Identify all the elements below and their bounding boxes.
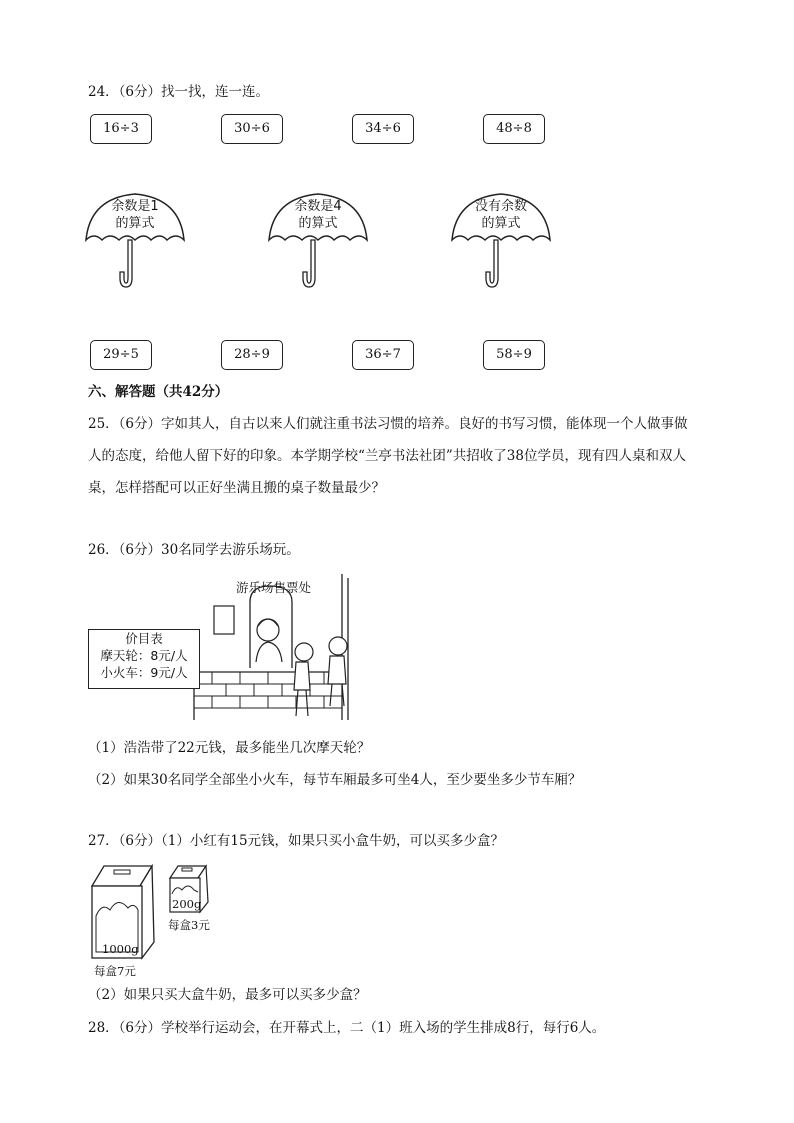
ticket-booth-illustration: [192, 572, 352, 720]
section-title: 六、解答题（共42分）: [88, 384, 229, 400]
price-row-ferris-wheel: 摩天轮：8元/人: [100, 648, 188, 663]
umbrella-label-line2: 的算式: [481, 216, 521, 231]
booth-sign: 游乐场售票处: [236, 580, 312, 595]
q28-title: 28．（6分）学校举行运动会，在开幕式上，二（1）班入场的学生排成8行，每行6人。: [88, 1020, 606, 1036]
expression-box-29div5[interactable]: 29÷5: [90, 340, 152, 370]
expression-box-36div7[interactable]: 36÷7: [352, 340, 414, 370]
expression-box-16div3[interactable]: 16÷3: [90, 114, 152, 144]
umbrella-label-line1: 没有余数: [474, 199, 527, 214]
q26-subquestion-2: （2）如果30名同学全部坐小火车，每节车厢最多可坐4人，至少要坐多少节车厢？: [88, 772, 582, 788]
expression-box-28div9[interactable]: 28÷9: [221, 340, 283, 370]
umbrella-remainder-1[interactable]: [84, 190, 186, 292]
small-carton-weight: 200g: [172, 897, 202, 911]
price-row-train: 小火车：9元/人: [100, 665, 188, 680]
umbrella-no-remainder[interactable]: [450, 190, 552, 292]
q26-subquestion-1: （1）浩浩带了22元钱，最多能坐几次摩天轮？: [88, 740, 371, 756]
expression-box-34div6[interactable]: 34÷6: [352, 114, 414, 144]
umbrella-remainder-4[interactable]: [267, 190, 369, 292]
umbrella-label-line1: 余数是4: [294, 199, 342, 214]
small-milk-carton: [166, 862, 212, 914]
q27-title: 27．（6分）（1）小红有15元钱，如果只买小盒牛奶，可以买多少盒？: [88, 833, 505, 849]
q24-title: 24．（6分）找一找，连一连。: [88, 84, 270, 100]
q25-text-line2: 人的态度，给他人留下好的印象。本学期学校“兰亭书法社团”共招收了38位学员，现有四人桌和双人: [88, 448, 686, 464]
expression-box-58div9[interactable]: 58÷9: [483, 340, 545, 370]
expression-box-48div8[interactable]: 48÷8: [483, 114, 545, 144]
big-milk-carton: [88, 862, 158, 960]
big-carton-price: 每盒7元: [94, 964, 136, 978]
q26-title: 26．（6分）30名同学去游乐场玩。: [88, 542, 300, 558]
price-table: [88, 629, 200, 689]
umbrella-label-line1: 余数是1: [111, 199, 159, 214]
q25-text-line3: 桌，怎样搭配可以正好坐满且搬的桌子数量最少？: [88, 480, 385, 496]
umbrella-label-line2: 的算式: [298, 216, 338, 231]
small-carton-price: 每盒3元: [168, 918, 210, 932]
q27-subquestion-2: （2）如果只买大盒牛奶，最多可以买多少盒？: [88, 987, 367, 1003]
big-carton-weight: 1000g: [102, 942, 139, 956]
umbrella-label-line2: 的算式: [115, 216, 155, 231]
price-table-title: 价目表: [125, 631, 163, 646]
expression-box-30div6[interactable]: 30÷6: [221, 114, 283, 144]
q25-text-line1: 25．（6分）字如其人，自古以来人们就注重书法习惯的培养。良好的书写习惯，能体现一个人做事做: [88, 416, 688, 432]
